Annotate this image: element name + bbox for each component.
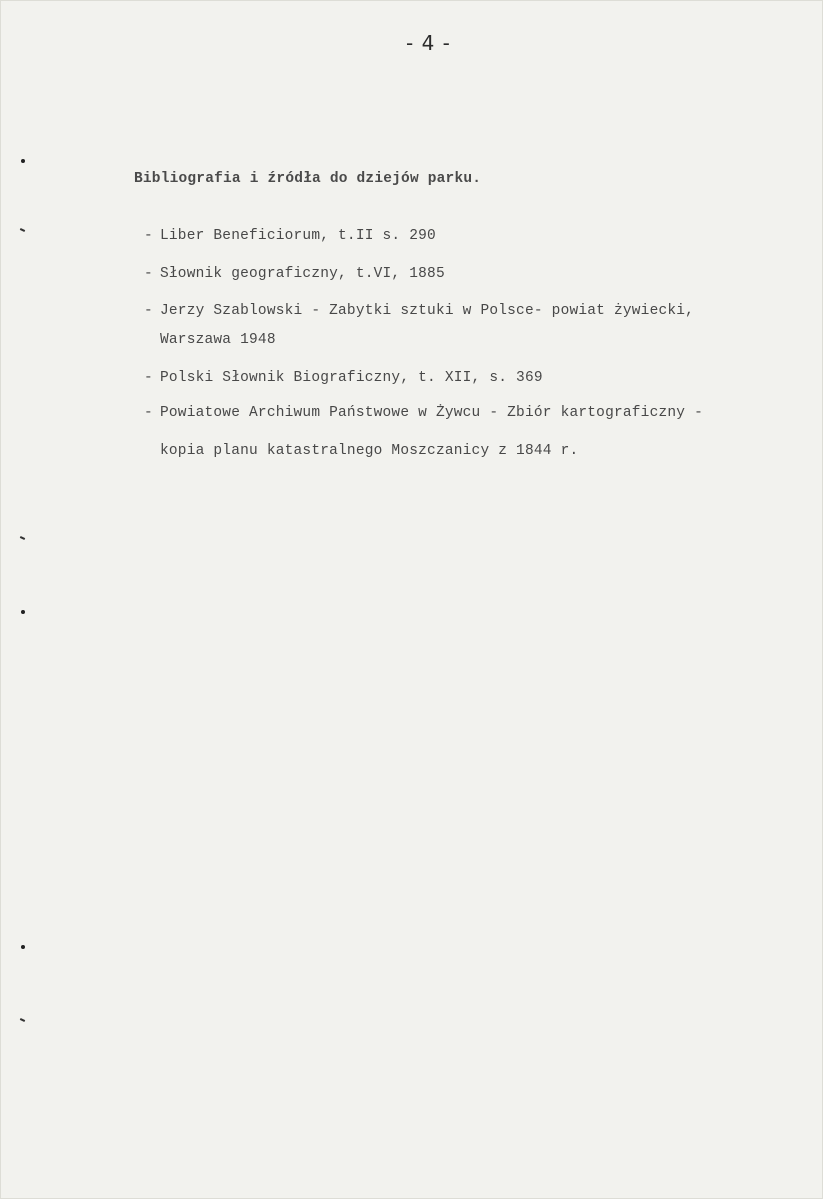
page-number: - 4 - (406, 31, 451, 55)
bibliography-heading: Bibliografia i źródła do dziejów parku. (134, 171, 482, 187)
entry-text: Liber Beneficiorum, t.II s. 290 (160, 228, 436, 244)
entry-continuation: Warszawa 1948 (160, 332, 276, 348)
entry-dash: - (144, 303, 153, 319)
margin-mark (21, 945, 25, 949)
entry-continuation: kopia planu katastralnego Moszczanicy z 1844 r. (160, 443, 579, 459)
bibliography-entry (144, 405, 703, 421)
entry-text: Jerzy Szablowski - Zabytki sztuki w Polsce- powiat żywiecki, (160, 303, 695, 319)
bibliography-entry (144, 303, 694, 319)
bibliography-entry (144, 370, 543, 386)
margin-mark (21, 159, 25, 163)
entry-dash: - (144, 405, 153, 421)
margin-mark (20, 536, 25, 540)
entry-text: Słownik geograficzny, t.VI, 1885 (160, 266, 445, 282)
margin-mark (21, 610, 25, 614)
entry-dash: - (144, 266, 153, 282)
entry-text: Powiatowe Archiwum Państwowe w Żywcu - Zbiór kartograficzny - (160, 405, 703, 421)
entry-dash: - (144, 370, 153, 386)
margin-mark (20, 1018, 25, 1022)
margin-mark (20, 228, 25, 232)
bibliography-entry (144, 266, 445, 282)
entry-dash: - (144, 228, 153, 244)
entry-text: Polski Słownik Biograficzny, t. XII, s. 369 (160, 370, 543, 386)
bibliography-entry (144, 228, 436, 244)
